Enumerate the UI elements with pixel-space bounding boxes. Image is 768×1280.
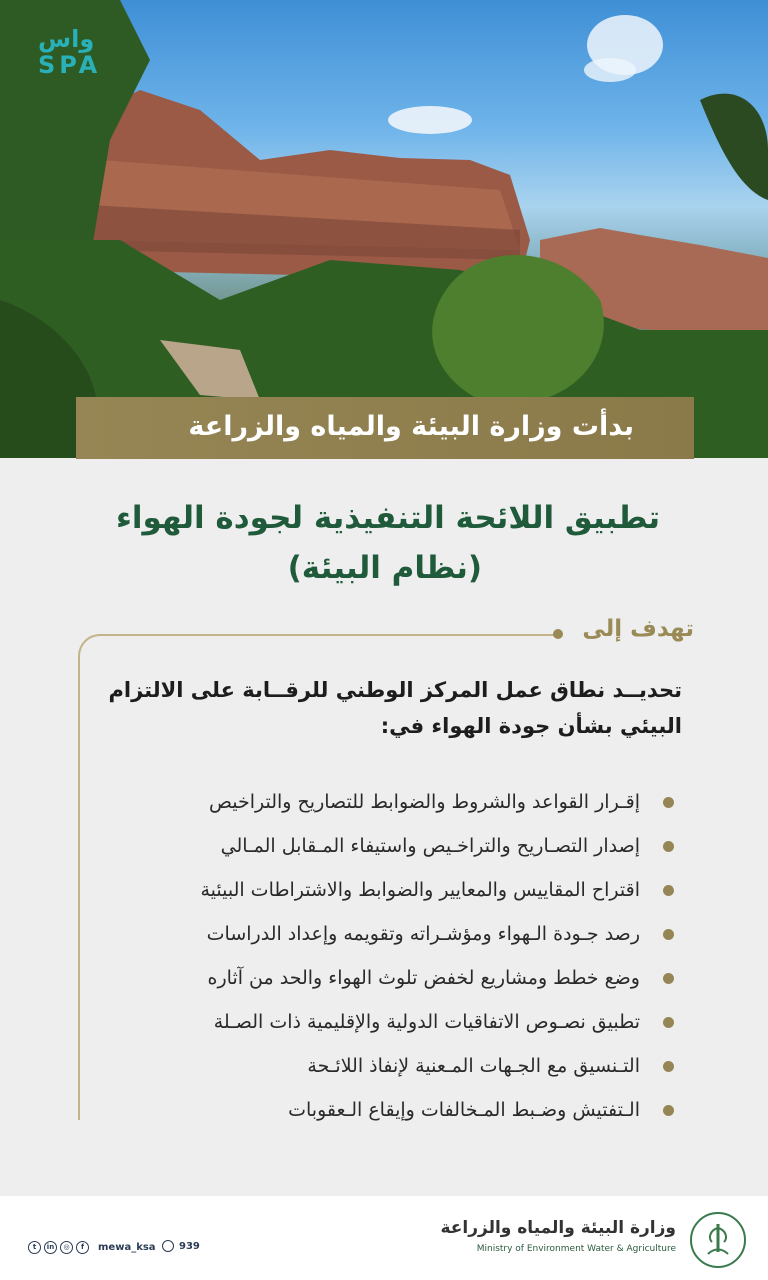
spa-logo-arabic: واس bbox=[38, 25, 95, 53]
footer bbox=[0, 1196, 768, 1280]
frame-dot bbox=[553, 629, 563, 639]
list-item: وضع خطط ومشاريع لخفض تلوث الهواء والحد من آثاره bbox=[70, 956, 670, 1000]
list-item: إصدار التصـاريح والتراخـيص واستيفاء المـقابل المـالي bbox=[70, 824, 670, 868]
bullet-dot bbox=[663, 929, 674, 940]
bullet-dot bbox=[663, 885, 674, 896]
bullet-dot bbox=[663, 1061, 674, 1072]
headline-banner bbox=[76, 397, 694, 459]
ministry-name-arabic: وزارة البيئة والمياه والزراعة bbox=[440, 1218, 676, 1238]
goal-label: تهدف إلى bbox=[582, 616, 694, 642]
social-links bbox=[28, 1241, 156, 1254]
bullet-dot bbox=[663, 973, 674, 984]
page-title-line2: (نظام البيئة) bbox=[287, 550, 482, 586]
hero-photo bbox=[0, 0, 768, 458]
social-handle[interactable]: mewa_ksa bbox=[98, 1242, 156, 1253]
list-item: اقتراح المقاييس والمعايير والضوابط والاشتراطات البيئية bbox=[70, 868, 670, 912]
list-item: التـنسيق مع الجـهات المـعنية لإنفاذ اللائـحة bbox=[70, 1044, 670, 1088]
bullet-dot bbox=[663, 1105, 674, 1116]
phone-number: 939 bbox=[179, 1240, 200, 1252]
instagram-icon[interactable]: ◎ bbox=[60, 1241, 73, 1254]
bullet-dot bbox=[663, 1017, 674, 1028]
list-item: إقـرار القواعد والشروط والضوابط للتصاريح والتراخيص bbox=[70, 780, 670, 824]
linkedin-icon[interactable]: in bbox=[44, 1241, 57, 1254]
intro-line1: تحديــد نطاق عمل المركز الوطني للرقــابة على الالتزام bbox=[108, 678, 682, 702]
ministry-emblem-icon bbox=[690, 1212, 746, 1268]
facebook-icon[interactable]: f bbox=[76, 1241, 89, 1254]
bullet-dot bbox=[663, 841, 674, 852]
intro-line2: البيئي بشأن جودة الهواء في: bbox=[380, 714, 682, 738]
list-item: رصد جـودة الـهواء ومؤشـراته وتقويمه وإعداد الدراسات bbox=[70, 912, 670, 956]
bullet-dot bbox=[663, 797, 674, 808]
page-title-line1: تطبيق اللائحة التنفيذية لجودة الهواء bbox=[116, 500, 660, 536]
phone-icon bbox=[162, 1240, 174, 1252]
phone-contact bbox=[162, 1240, 200, 1252]
list-item: تطبيق نصـوص الاتفاقيات الدولية والإقليمية ذات الصـلة bbox=[70, 1000, 670, 1044]
banner-text: بدأت وزارة البيئة والمياه والزراعة bbox=[188, 411, 634, 442]
intro-text bbox=[102, 672, 682, 744]
twitter-icon[interactable]: t bbox=[28, 1241, 41, 1254]
ministry-name-english: Ministry of Environment Water & Agriculture bbox=[476, 1244, 676, 1254]
goals-list bbox=[70, 780, 670, 1132]
list-item: الـتفتيش وضـبط المـخالفات وإيقاع الـعقوبات bbox=[70, 1088, 670, 1132]
spa-logo-latin: SPA bbox=[38, 51, 102, 79]
spa-logo bbox=[38, 26, 122, 84]
